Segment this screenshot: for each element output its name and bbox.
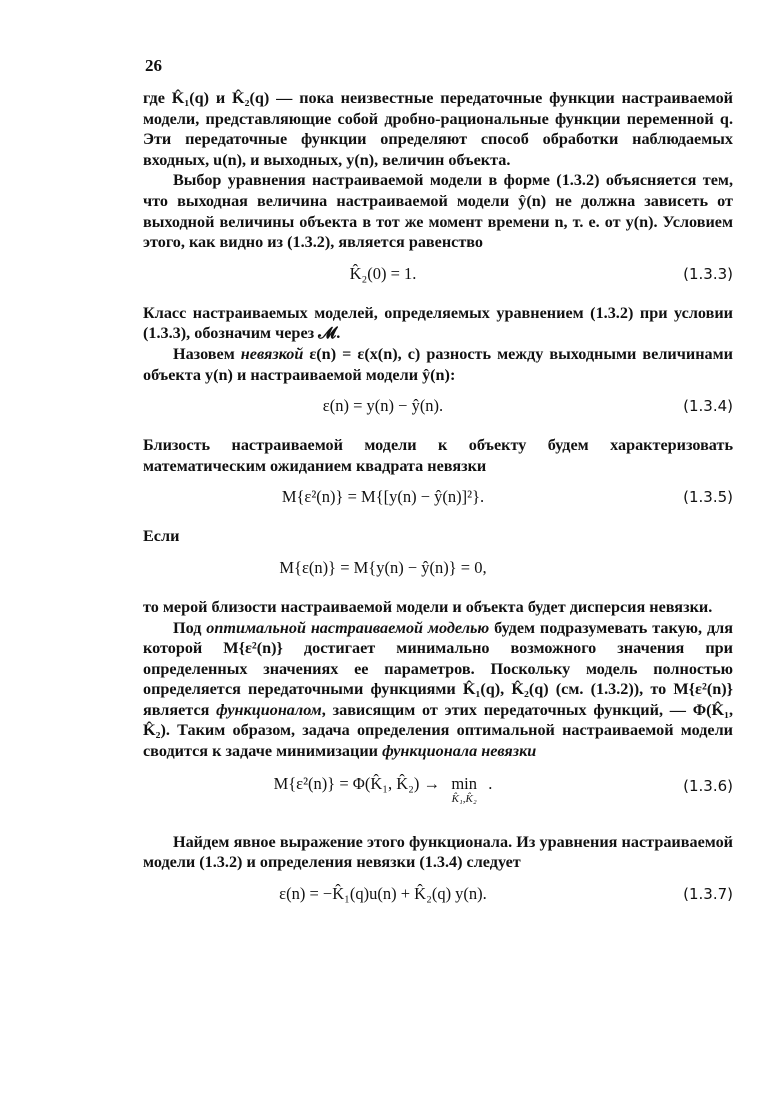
equation-body (143, 774, 623, 806)
equation-number: (1.3.6) (683, 776, 733, 795)
term-functional-residual: функционала невязки (382, 742, 537, 761)
equation-body: K̂₂(0) = 1. (349, 263, 417, 283)
equation (143, 487, 733, 515)
paragraph (143, 344, 733, 385)
text-run: будем подразумевать такую, для которой M{ε²(n)} достигает минимально возможного значения при определенных значениях ее параметров. Поскольку модель полностью определяется передаточными функциями K̂₁(q), K̂₂(q) (см. (1.3.2)), то M{ε²(n)} является (143, 618, 733, 719)
term-optimal-model: оптимальной настраиваемой моделью (206, 618, 490, 637)
equation-number: (1.3.3) (683, 264, 733, 283)
paragraph: Найдем явное выражение этого функционала. Из уравнения настраиваемой модели (1.3.2) и определения невязки (1.3.4) следует (143, 832, 733, 872)
paragraph: где K̂₁(q) и K̂₂(q) — пока неизвестные передаточные функции настраиваемой модели, представляющие собой дробно-рациональные функции переменной q. Эти передаточные функции определяют способ обработки наблюдаемых входных, u(n), и выходных, y(n), величин объекта. (143, 89, 733, 169)
equation (143, 558, 733, 586)
text-run: , зависящим от этих передаточных функций, — Φ(K̂₁, K̂₂). Таким образом, задача определения оптимальной настраиваемой модели сводится к задаче минимизации (143, 700, 733, 761)
equation-body: M{ε²(n)} = M{[y(n) − ŷ(n)]²}. (281, 487, 485, 507)
equation-body: ε(n) = y(n) − ŷ(n). (322, 396, 444, 416)
text-run: ε(n) = ε(x(n), c) разность между выходными величинами объекта y(n) и настраиваемой модели ŷ(n): (143, 344, 733, 384)
equation (143, 264, 733, 292)
equation-body: M{ε(n)} = M{y(n) − ŷ(n)} = 0, (279, 557, 487, 577)
text-body (143, 88, 733, 923)
paragraph (143, 618, 733, 762)
paragraph: Если (143, 527, 180, 546)
min-subscript: K̂₁,K̂₂ (451, 793, 477, 806)
equation (143, 774, 733, 814)
equation (143, 396, 733, 424)
equation-number: (1.3.5) (683, 488, 733, 507)
paragraph: Класс настраиваемых моделей, определяемых уравнением (1.3.2) при условии (1.3.3), обозначим через 𝓜. (143, 303, 733, 343)
equation-lhs: M{ε²(n)} = Φ(K̂₁, K̂₂) → (273, 773, 441, 793)
equation-tail: . (484, 773, 493, 793)
equation (143, 884, 733, 912)
text-run: Назовем (173, 344, 241, 363)
paragraph: Близость настраиваемой модели к объекту будем характеризовать математическим ожиданием квадрата невязки (143, 436, 733, 475)
term-functional: функционалом (216, 700, 322, 719)
equation-body: ε(n) = −K̂₁(q)u(n) + K̂₂(q) y(n). (279, 883, 487, 903)
paragraph: то мерой близости настраиваемой модели и объекта будет дисперсия невязки. (143, 597, 713, 616)
min-operator (444, 774, 484, 806)
paragraph: Выбор уравнения настраиваемой модели в форме (1.3.2) объясняется тем, что выходная величина настраиваемой модели ŷ(n) не должна зависеть от выходной величины объекта в тот же момент времени n, т. е. от y(n). Условием этого, как видно из (1.3.2), является равенство (143, 171, 733, 252)
min-label: min (451, 773, 477, 793)
equation-number: (1.3.7) (683, 884, 733, 903)
term-nevyazka: невязкой (240, 344, 304, 363)
equation-number: (1.3.4) (683, 397, 733, 416)
text-run: Под (173, 618, 207, 637)
page-number: 26 (145, 56, 162, 75)
